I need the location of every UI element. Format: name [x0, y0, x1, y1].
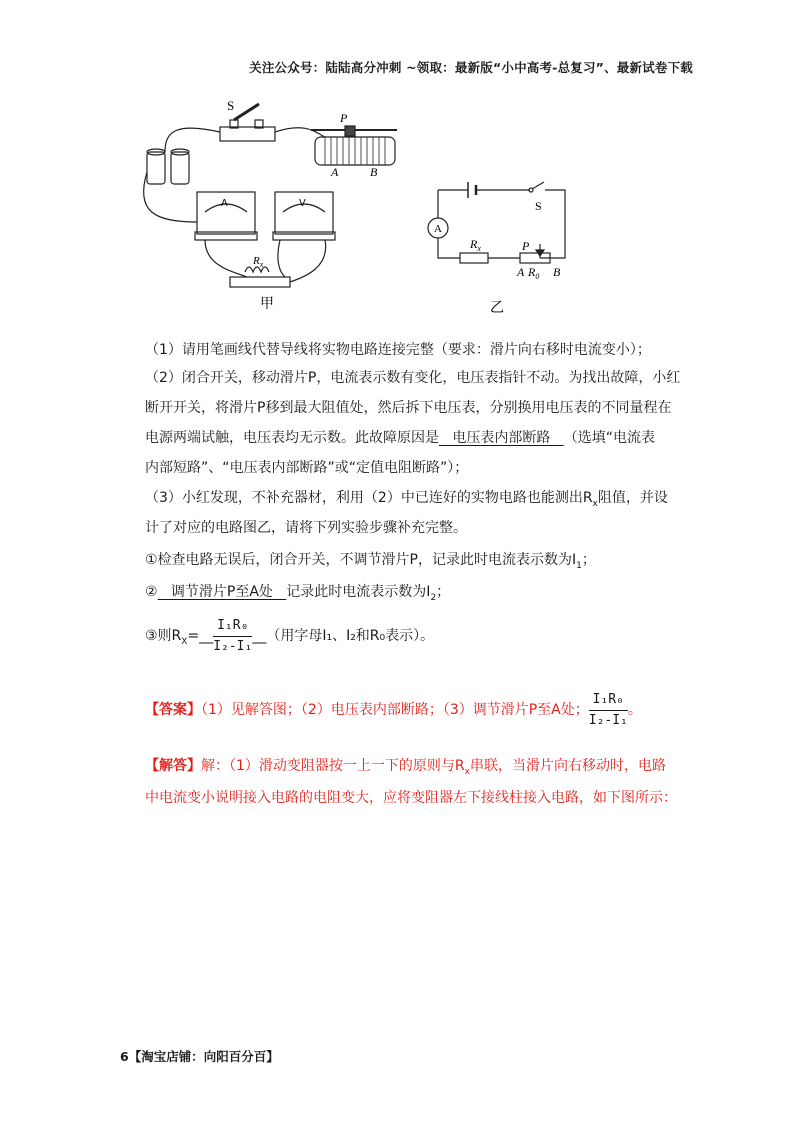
- question-1: （1）请用笔画线代替导线将实物电路连接完整（要求：滑片向右移时电流变小）；: [145, 342, 651, 358]
- question-3-line-1: （3）小红发现，不补充器材，利用（2）中已连好的实物电路也能测出$R_x$阻值，并设: [145, 490, 668, 509]
- ammeter-label: A: [221, 198, 228, 209]
- end-a-symbol-label: A: [517, 265, 525, 279]
- question-2-line-4: 内部短路”、“电压表内部断路”或“定值电阻断路”）；: [145, 460, 469, 476]
- end-b-symbol-label: B: [553, 265, 561, 279]
- rx-formula: $\frac{\text{I₁R₀}}{\text{I₂-I₁}}$: [213, 617, 253, 654]
- switch-base: [220, 127, 275, 141]
- r0-symbol-label: $R_0$: [528, 265, 540, 281]
- slider-label: P: [340, 111, 348, 125]
- switch-symbol-label: S: [535, 199, 542, 213]
- answer-block: 【答案】（1）见解答图；（2）电压表内部断路；（3）调节滑片P至A处； $\frac{\text{I₁R₀}}{\text{I₂-I₁}}$ 。: [145, 691, 642, 728]
- analysis-line-2: 中电流变小说明接入电路的电阻变大，应将变阻器左下接线柱接入电路，如下图所示：: [145, 790, 677, 806]
- answer-formula: $\frac{\text{I₁R₀}}{\text{I₂-I₁}}$: [588, 691, 628, 728]
- switch-blade: [532, 182, 544, 189]
- rx-board: [230, 277, 290, 287]
- caption-yi: 乙: [490, 300, 504, 316]
- analysis-line-1: 【解答】解：（1）滑动变阻器按一上一下的原则与$R_x$串联，当滑片向右移动时，电路: [145, 758, 666, 777]
- switch-label: S: [227, 98, 235, 113]
- answer-blank-step2: 调节滑片P至A处: [157, 584, 287, 600]
- page-header: 关注公众号：陆陆高分冲刺 ~领取：最新版“小中高考-总复习”、最新试卷下载: [249, 60, 693, 75]
- ammeter-symbol-label: A: [434, 223, 442, 235]
- answer-blank-q2: 电压表内部断路: [439, 430, 564, 446]
- battery-1: [147, 152, 165, 184]
- rx-label-phys: $R_x$: [253, 255, 264, 269]
- page-footer: 6【淘宝店铺：向阳百分百】: [120, 1049, 279, 1064]
- end-b-label: B: [370, 165, 378, 179]
- slider-symbol-label: P: [522, 239, 530, 253]
- end-a-label: A: [331, 165, 339, 179]
- step-2: ② 调节滑片P至A处 记录此时电流表示数为$I_2$；: [145, 584, 451, 603]
- caption-jia: 甲: [260, 296, 274, 312]
- question-2-line-3: 电源两端试触，电压表均无示数。此故障原因是 电压表内部断路 （选填“电流表: [145, 430, 655, 446]
- question-3-line-2: 计了对应的电路图乙，请将下列实验步骤补充完整。: [145, 520, 467, 536]
- figure-yi-schematic: [420, 178, 590, 318]
- step-3: ③则$R_X=\_\_$ $\frac{\text{I₁R₀}}{\text{I₂-I₁}}$ __（用字母I₁、I₂和R₀表示）。: [145, 617, 435, 654]
- figure-jia-physical-circuit: [135, 92, 425, 314]
- voltmeter-label: V: [299, 198, 306, 209]
- step-1: ①检查电路无误后，闭合开关，不调节滑片P，记录此时电流表示数为$I_1$；: [145, 552, 596, 571]
- question-2-line-1: （2）闭合开关，移动滑片P，电流表示数有变化，电压表指针不动。为找出故障，小红: [145, 370, 681, 386]
- battery-2: [171, 152, 189, 184]
- question-2-line-2: 断开开关，将滑片P移到最大阻值处，然后拆下电压表，分别换用电压表的不同量程在: [145, 400, 672, 416]
- rx-symbol-label: $R_x$: [470, 237, 481, 253]
- rx-symbol: [460, 253, 488, 263]
